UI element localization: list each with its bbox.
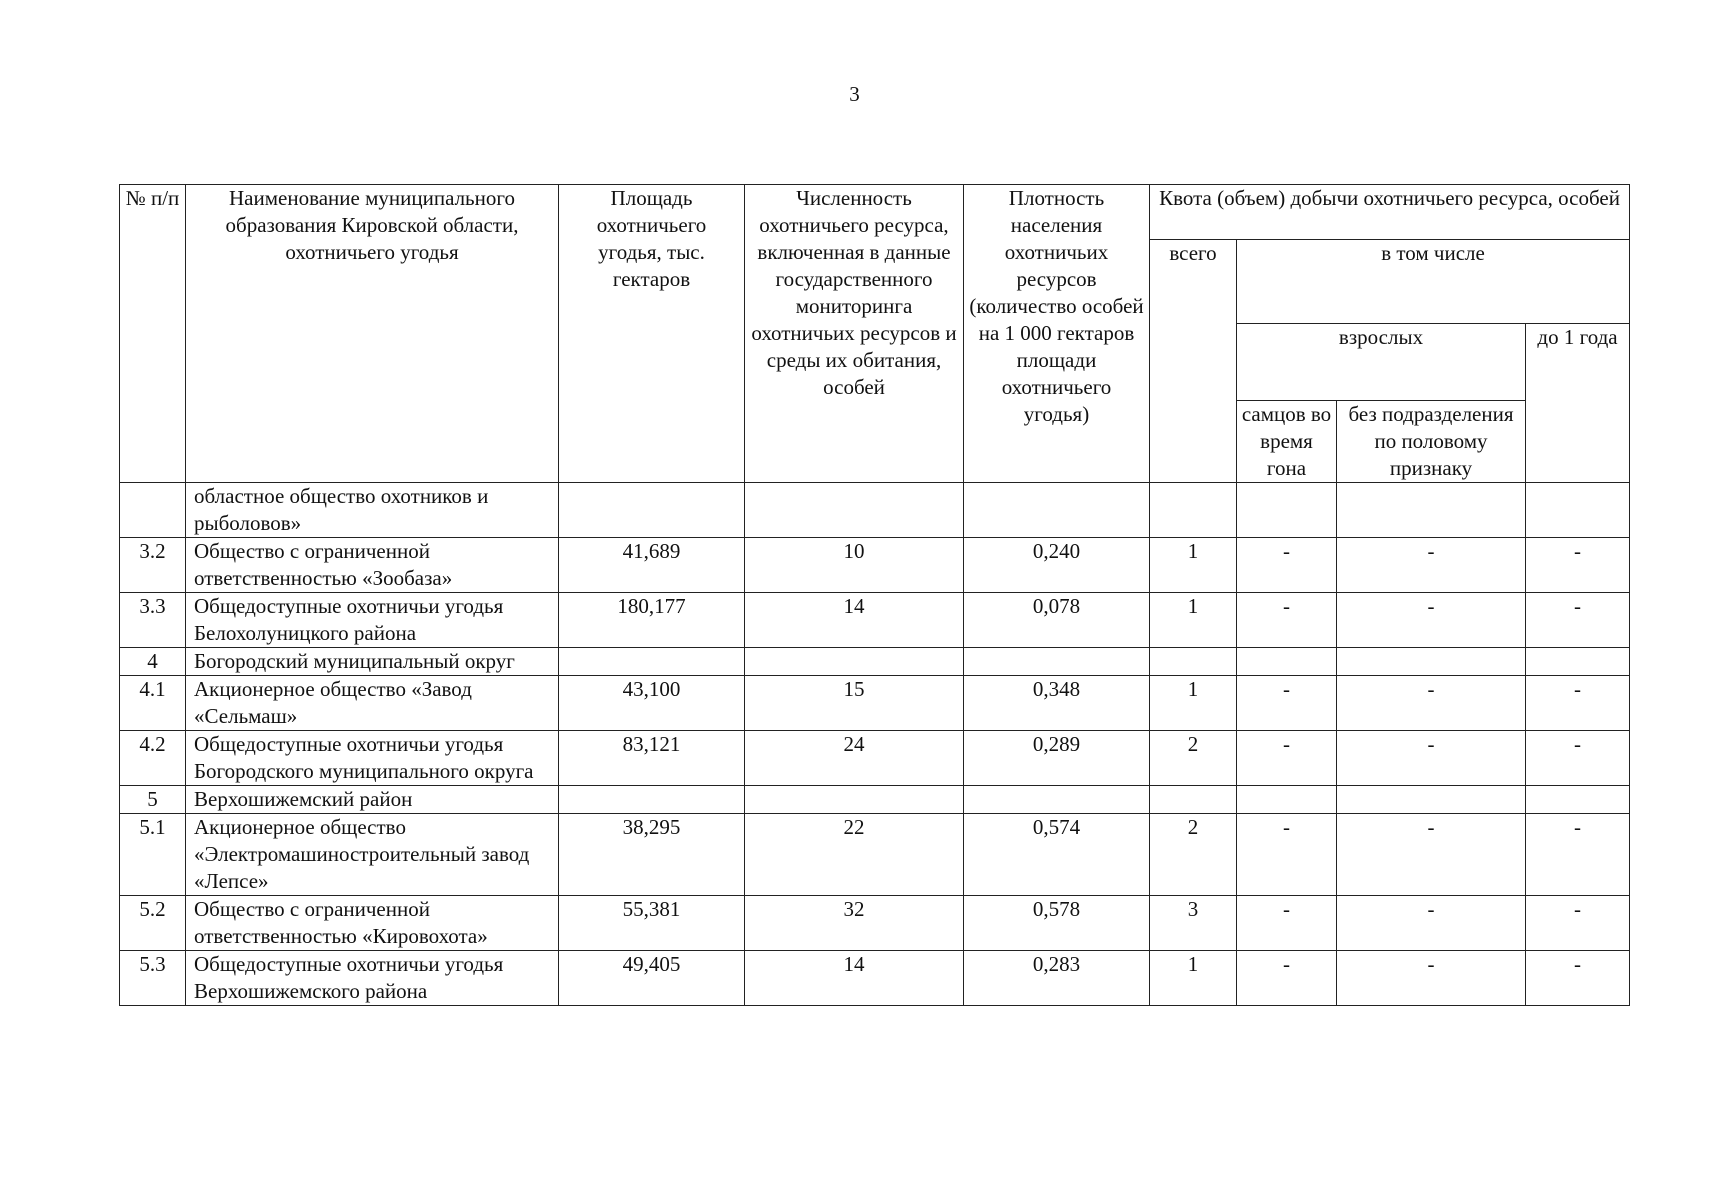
row-quota-nosex-cell: - bbox=[1337, 538, 1526, 593]
row-quota-males-cell bbox=[1237, 786, 1337, 814]
row-number-cell: 5 bbox=[120, 786, 186, 814]
row-density-cell: 0,578 bbox=[964, 896, 1150, 951]
header-adults: взрослых bbox=[1237, 323, 1526, 401]
row-density-cell: 0,289 bbox=[964, 731, 1150, 786]
row-population-cell: 14 bbox=[745, 593, 964, 648]
header-name: Наименование муниципального образования Кировской области, охотничьего угодья bbox=[186, 185, 559, 483]
row-number-cell: 4.2 bbox=[120, 731, 186, 786]
row-quota-under1-cell: - bbox=[1526, 814, 1630, 896]
row-area-cell: 38,295 bbox=[559, 814, 745, 896]
row-quota-nosex-cell: - bbox=[1337, 676, 1526, 731]
header-males-rut: самцов во время гона bbox=[1237, 401, 1337, 483]
row-density-cell bbox=[964, 648, 1150, 676]
row-quota-total-cell bbox=[1150, 648, 1237, 676]
header-quota: Квота (объем) добычи охотничьего ресурса, особей bbox=[1150, 185, 1630, 240]
row-quota-males-cell: - bbox=[1237, 593, 1337, 648]
row-population-cell bbox=[745, 786, 964, 814]
row-name-cell: Акционерное общество «Завод «Сельмаш» bbox=[186, 676, 559, 731]
row-quota-nosex-cell: - bbox=[1337, 731, 1526, 786]
row-number-cell: 5.2 bbox=[120, 896, 186, 951]
row-quota-total-cell: 1 bbox=[1150, 676, 1237, 731]
row-density-cell: 0,240 bbox=[964, 538, 1150, 593]
row-area-cell: 49,405 bbox=[559, 951, 745, 1006]
row-quota-total-cell: 2 bbox=[1150, 814, 1237, 896]
table-row bbox=[120, 593, 1630, 648]
row-quota-males-cell bbox=[1237, 483, 1337, 538]
row-number-cell: 3.3 bbox=[120, 593, 186, 648]
row-name-cell: Общедоступные охотничьи угодья Белохолуницкого района bbox=[186, 593, 559, 648]
row-quota-males-cell: - bbox=[1237, 731, 1337, 786]
row-quota-total-cell: 1 bbox=[1150, 538, 1237, 593]
row-quota-under1-cell: - bbox=[1526, 896, 1630, 951]
row-quota-males-cell: - bbox=[1237, 538, 1337, 593]
row-quota-nosex-cell: - bbox=[1337, 951, 1526, 1006]
table-row bbox=[120, 814, 1630, 896]
table-row bbox=[120, 648, 1630, 676]
row-name-cell: Общество с ограниченной ответственностью «Кировохота» bbox=[186, 896, 559, 951]
row-quota-total-cell: 1 bbox=[1150, 951, 1237, 1006]
row-area-cell: 41,689 bbox=[559, 538, 745, 593]
row-quota-nosex-cell bbox=[1337, 483, 1526, 538]
row-quota-nosex-cell: - bbox=[1337, 814, 1526, 896]
row-quota-under1-cell: - bbox=[1526, 676, 1630, 731]
row-name-cell: Богородский муниципальный округ bbox=[186, 648, 559, 676]
row-population-cell: 22 bbox=[745, 814, 964, 896]
row-quota-males-cell: - bbox=[1237, 814, 1337, 896]
row-quota-under1-cell bbox=[1526, 483, 1630, 538]
row-number-cell bbox=[120, 483, 186, 538]
header-under-one-year: до 1 года bbox=[1526, 323, 1630, 483]
table-row bbox=[120, 951, 1630, 1006]
row-area-cell bbox=[559, 648, 745, 676]
row-quota-under1-cell bbox=[1526, 648, 1630, 676]
row-quota-nosex-cell bbox=[1337, 786, 1526, 814]
row-quota-nosex-cell: - bbox=[1337, 593, 1526, 648]
row-density-cell: 0,348 bbox=[964, 676, 1150, 731]
header-density: Плотность населения охотничьих ресурсов (количество особей на 1 000 гектаров площади охотничьего угодья) bbox=[964, 185, 1150, 483]
row-quota-total-cell bbox=[1150, 786, 1237, 814]
row-area-cell: 180,177 bbox=[559, 593, 745, 648]
row-area-cell bbox=[559, 483, 745, 538]
page-number: 3 bbox=[849, 82, 860, 106]
row-quota-under1-cell: - bbox=[1526, 593, 1630, 648]
row-quota-males-cell: - bbox=[1237, 951, 1337, 1006]
row-quota-total-cell: 1 bbox=[1150, 593, 1237, 648]
header-population: Численность охотничьего ресурса, включенная в данные государственного мониторинга охотничьих ресурсов и среды их обитания, особей bbox=[745, 185, 964, 483]
row-name-cell: Общество с ограниченной ответственностью «Зообаза» bbox=[186, 538, 559, 593]
row-number-cell: 4.1 bbox=[120, 676, 186, 731]
row-area-cell: 43,100 bbox=[559, 676, 745, 731]
table-row bbox=[120, 538, 1630, 593]
row-area-cell bbox=[559, 786, 745, 814]
table-row bbox=[120, 731, 1630, 786]
header-area: Площадь охотничьего угодья, тыс. гектаров bbox=[559, 185, 745, 483]
table-row bbox=[120, 786, 1630, 814]
header-including: в том числе bbox=[1237, 240, 1630, 324]
table-row bbox=[120, 896, 1630, 951]
row-number-cell: 5.1 bbox=[120, 814, 186, 896]
row-quota-nosex-cell bbox=[1337, 648, 1526, 676]
row-population-cell: 32 bbox=[745, 896, 964, 951]
row-quota-males-cell: - bbox=[1237, 896, 1337, 951]
row-area-cell: 55,381 bbox=[559, 896, 745, 951]
row-density-cell bbox=[964, 483, 1150, 538]
row-population-cell: 14 bbox=[745, 951, 964, 1006]
row-quota-under1-cell: - bbox=[1526, 951, 1630, 1006]
row-number-cell: 3.2 bbox=[120, 538, 186, 593]
row-area-cell: 83,121 bbox=[559, 731, 745, 786]
row-density-cell: 0,283 bbox=[964, 951, 1150, 1006]
row-quota-under1-cell bbox=[1526, 786, 1630, 814]
quota-table bbox=[119, 184, 1630, 1006]
row-name-cell: Общедоступные охотничьи угодья Верхошижемского района bbox=[186, 951, 559, 1006]
table-row bbox=[120, 483, 1630, 538]
header-total: всего bbox=[1150, 240, 1237, 483]
row-density-cell: 0,574 bbox=[964, 814, 1150, 896]
row-name-cell: Акционерное общество «Электромашиностроительный завод «Лепсе» bbox=[186, 814, 559, 896]
row-population-cell: 15 bbox=[745, 676, 964, 731]
row-quota-total-cell: 2 bbox=[1150, 731, 1237, 786]
row-population-cell: 24 bbox=[745, 731, 964, 786]
row-name-cell: областное общество охотников и рыболовов» bbox=[186, 483, 559, 538]
row-quota-males-cell bbox=[1237, 648, 1337, 676]
row-population-cell bbox=[745, 483, 964, 538]
row-name-cell: Общедоступные охотничьи угодья Богородского муниципального округа bbox=[186, 731, 559, 786]
row-quota-males-cell: - bbox=[1237, 676, 1337, 731]
row-quota-total-cell: 3 bbox=[1150, 896, 1237, 951]
row-name-cell: Верхошижемский район bbox=[186, 786, 559, 814]
row-population-cell: 10 bbox=[745, 538, 964, 593]
row-density-cell: 0,078 bbox=[964, 593, 1150, 648]
row-quota-under1-cell: - bbox=[1526, 538, 1630, 593]
header-number: № п/п bbox=[120, 185, 186, 483]
row-quota-total-cell bbox=[1150, 483, 1237, 538]
row-population-cell bbox=[745, 648, 964, 676]
row-number-cell: 4 bbox=[120, 648, 186, 676]
row-quota-under1-cell: - bbox=[1526, 731, 1630, 786]
header-no-sex-division: без подразделения по половому признаку bbox=[1337, 401, 1526, 483]
row-number-cell: 5.3 bbox=[120, 951, 186, 1006]
row-density-cell bbox=[964, 786, 1150, 814]
table-row bbox=[120, 676, 1630, 731]
row-quota-nosex-cell: - bbox=[1337, 896, 1526, 951]
